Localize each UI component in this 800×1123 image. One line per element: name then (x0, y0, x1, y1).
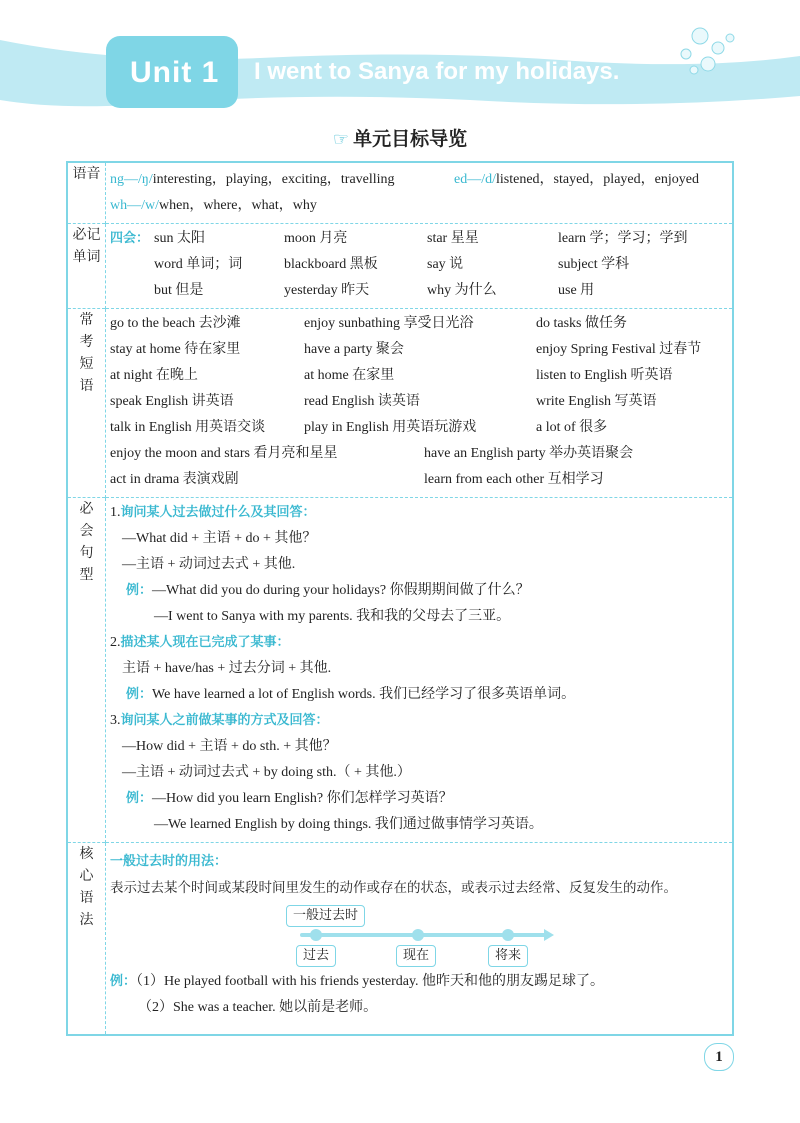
word-item: why 为什么 (427, 283, 497, 298)
phrase-item: go to the beach 去沙滩 (110, 316, 241, 331)
word-item: word 单词；词 (154, 257, 243, 272)
sentence-pattern-3-example-1: 例：—How did you learn English? 你们怎样学习英语？ (126, 791, 453, 806)
sentence-pattern-1-example-2: —I went to Sanya with my parents. 我和我的父母去了三亚。 (154, 609, 511, 624)
grammar-description: 表示过去某个时间或某段时间里发生的动作或存在的状态，或表示过去经常、反复发生的动作。 (110, 880, 677, 895)
word-item: say 说 (427, 257, 464, 272)
word-item: sun 太阳 (154, 231, 205, 246)
phrase-item: enjoy Spring Festival 过春节 (536, 342, 702, 357)
sentence-pattern-1-answer: —主语 + 动词过去式 + 其他. (122, 557, 296, 572)
timeline-dot-past (310, 929, 322, 941)
unit-label: Unit 1 (130, 56, 220, 89)
row-pronunciation (67, 162, 733, 224)
row-words (67, 224, 733, 309)
row-label-sentences: 必会句型 (67, 498, 106, 843)
tense-timeline (110, 903, 726, 967)
pronunciation-line-1 (110, 167, 726, 193)
word-item: subject 学科 (558, 257, 630, 272)
sentence-pattern-3-question: —How did + 主语 + do sth. + 其他？ (122, 739, 337, 754)
page-number: 1 (704, 1043, 734, 1071)
phrase-item: play in English 用英语玩游戏 (304, 420, 477, 435)
phonics-words-wh: when，where，what，why (159, 198, 317, 213)
phrase-item: enjoy the moon and stars 看月亮和星星 (110, 446, 338, 461)
phrases-grid-wide (110, 441, 726, 493)
sentence-pattern-3-example-2: —We learned English by doing things. 我们通过做事情学习英语。 (154, 817, 543, 832)
phonics-tag-wh: wh—/w/ (110, 198, 159, 213)
timeline-label-future: 将来 (488, 945, 528, 967)
timeline-arrow-icon (544, 929, 554, 941)
word-item: moon 月亮 (284, 231, 348, 246)
phonics-words-ed: listened，stayed，played，enjoyed (496, 172, 699, 187)
row-label-pronunciation: 语音 (67, 162, 106, 224)
phrase-item: write English 写英语 (536, 394, 657, 409)
row-grammar (67, 843, 733, 1035)
overview-table (66, 161, 734, 1036)
word-item: learn 学；学习；学到 (558, 231, 688, 246)
phrase-item: stay at home 待在家里 (110, 342, 241, 357)
row-sentences (67, 498, 733, 843)
phonics-tag-ng: ng—/ŋ/ (110, 172, 153, 187)
grammar-example-2: （2）She was a teacher. 她以前是老师。 (138, 1000, 378, 1015)
phrases-grid (110, 311, 726, 441)
phrase-item: have an English party 举办英语聚会 (424, 446, 634, 461)
timeline-title: 一般过去时 (286, 905, 365, 927)
phrase-item: speak English 讲英语 (110, 394, 234, 409)
timeline-label-past: 过去 (296, 945, 336, 967)
word-item: but 但是 (154, 283, 204, 298)
row-label-words: 必记单词 (67, 224, 106, 309)
row-phrases (67, 309, 733, 498)
grammar-example-1: 例：（1）He played football with his friends yesterday. 他昨天和他的朋友踢足球了。 (110, 974, 605, 989)
word-item: star 星星 (427, 231, 479, 246)
sentence-pattern-1-title: 1.询问某人过去做过什么及其回答： (110, 505, 316, 520)
phrase-item: do tasks 做任务 (536, 316, 627, 331)
row-label-phrases: 常考短语 (67, 309, 106, 498)
pronunciation-line-2 (110, 193, 726, 219)
sentence-pattern-3-answer: —主语 + 动词过去式 + by doing sth.（ + 其他.） (122, 765, 411, 780)
phrase-item: read English 读英语 (304, 394, 420, 409)
phrase-item: a lot of 很多 (536, 420, 608, 435)
phonics-words-ng: interesting，playing，exciting，travelling (152, 172, 395, 187)
pointing-hand-icon: ☞ (332, 129, 350, 150)
section-title (0, 124, 800, 151)
timeline-dot-future (502, 929, 514, 941)
unit-title: I went to Sanya for my holidays. (254, 58, 620, 85)
section-title-text: 单元目标导览 (353, 128, 468, 150)
phrase-item: have a party 聚会 (304, 342, 404, 357)
timeline-dot-now (412, 929, 424, 941)
sentence-pattern-2-structure: 主语 + have/has + 过去分词 + 其他. (122, 661, 332, 676)
word-item: use 用 (558, 283, 595, 298)
words-tag: 四会： (110, 231, 150, 246)
phrase-item: enjoy sunbathing 享受日光浴 (304, 316, 474, 331)
phonics-tag-ed: ed—/d/ (454, 172, 496, 187)
sentence-pattern-1-question: —What did + 主语 + do + 其他？ (122, 531, 317, 546)
row-label-grammar: 核心语法 (67, 843, 106, 1035)
grammar-title: 一般过去时的用法： (110, 854, 228, 869)
timeline-label-now: 现在 (396, 945, 436, 967)
phrase-item: learn from each other 互相学习 (424, 472, 604, 487)
phrase-item: at home 在家里 (304, 368, 395, 383)
phrase-item: talk in English 用英语交谈 (110, 420, 266, 435)
sentence-pattern-2-title: 2.描述某人现在已完成了某事： (110, 635, 290, 650)
word-item: blackboard 黑板 (284, 257, 378, 272)
phrase-item: act in drama 表演戏剧 (110, 472, 239, 487)
phrase-item: listen to English 听英语 (536, 368, 673, 383)
sentence-pattern-2-example: 例：We have learned a lot of English words. 我们已经学习了很多英语单词。 (126, 687, 576, 702)
word-item: yesterday 昨天 (284, 283, 370, 298)
phrase-item: at night 在晚上 (110, 368, 198, 383)
words-grid (154, 226, 708, 304)
sentence-pattern-3-title: 3.询问某人之前做某事的方式及回答： (110, 713, 329, 728)
sentence-pattern-1-example-1: 例：—What did you do during your holidays? 你假期期间做了什么？ (126, 583, 530, 598)
